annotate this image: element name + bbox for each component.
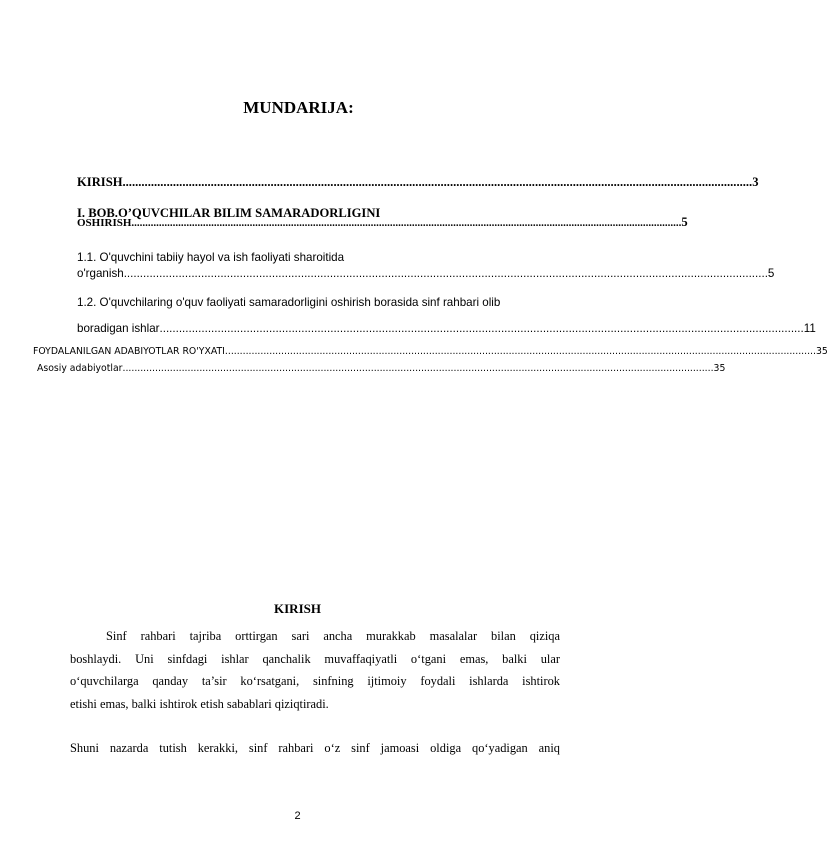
toc-leader-dots: ........................................................................................................................................................................................................ (131, 217, 682, 229)
toc-entry-1-2[interactable] (77, 322, 816, 335)
toc-entry-1-1[interactable] (77, 267, 775, 280)
toc-entry-bob1-line1[interactable]: I. BOB.O’QUVCHILAR BILIM SAMARADORLIGINI (77, 206, 381, 220)
paragraph-line: etishi emas, balki ishtirok etish sabablari qiziqtiradi. (70, 696, 329, 711)
toc-entry-1-1-line1[interactable]: 1.1. O'quvchini tabiiy hayol va ish faoliyati sharoitida (77, 251, 345, 264)
toc-page-number: 35 (815, 346, 828, 357)
toc-entry-basic-literature[interactable] (37, 363, 726, 374)
toc-title: MUNDARIJA: (243, 98, 354, 117)
toc-entry-kirish[interactable] (77, 175, 759, 190)
toc-entry-label: boradigan ishlar (77, 322, 160, 335)
paragraph-line: o‘quvchilarga qanday ta’sir ko‘rsatgani, sinfning ijtimoiy foydali ishlarda ishtirok (70, 674, 560, 688)
paragraph-line: Shuni nazarda tutish kerakki, sinf rahbari o‘z sinf jamoasi oldiga qo‘yadigan aniq (70, 741, 560, 755)
toc-entry-label: OSHIRISH (77, 217, 132, 229)
toc-entry-bob1[interactable] (77, 215, 688, 230)
section-heading: KIRISH (274, 601, 321, 616)
toc-page-number: 35 (713, 363, 726, 374)
page-number: 2 (294, 810, 301, 822)
second-paragraph (70, 737, 560, 760)
toc-leader-dots: ........................................................................................................................................................................................................ (122, 175, 753, 189)
paragraph-line: Sinf rahbari tajriba orttirgan sari ancha murakkab masalalar bilan qiziqa (106, 629, 560, 643)
paragraph-line: boshlaydi. Uni sinfdagi ishlar qanchalik muvaffaqiyatli o‘tgani emas, balki ular (70, 651, 560, 666)
intro-paragraph (70, 625, 560, 715)
toc-leader-dots: ........................................................................................................................................................................................................ (123, 267, 768, 280)
toc-leader-dots: ........................................................................................................................................................................................................ (159, 322, 804, 335)
toc-page-number: 5 (681, 215, 688, 229)
toc-entry-label: FOYDALANILGAN ADABIYOTLAR RO'YXATI (33, 346, 225, 357)
toc-entry-references[interactable] (33, 346, 828, 357)
toc-leader-dots: ........................................................................................................................................................................................................ (224, 346, 816, 357)
toc-entry-1-2-line1[interactable]: 1.2. O'quvchilaring o'quv faoliyati samaradorligini oshirish borasida sinf rahbari olib (77, 296, 501, 309)
toc-leader-dots: ........................................................................................................................................................................................................ (122, 363, 714, 374)
toc-entry-label: KIRISH (77, 175, 123, 189)
toc-page-number: 5 (767, 267, 775, 280)
toc-page-number: 3 (752, 175, 759, 189)
toc-entry-label: Asosiy adabiyotlar (37, 363, 123, 374)
toc-entry-label: o'rganish (77, 267, 124, 280)
toc-page-number: 11 (803, 322, 816, 335)
